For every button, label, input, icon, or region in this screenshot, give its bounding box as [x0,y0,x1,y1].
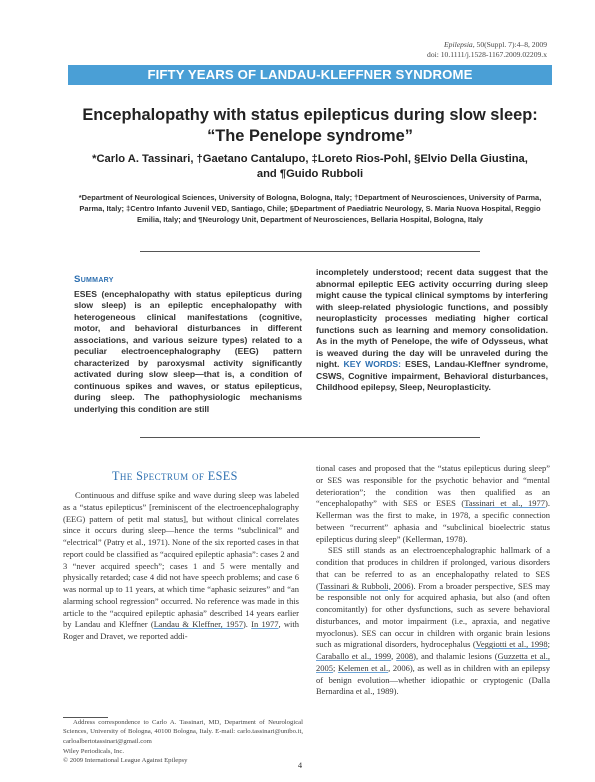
text-run: Continuous and diffuse spike and wave during sleep was labeled as a “status epilepticus” [reminiscent of the electroencephalography (EEG) pattern of petit mal status], but without clinical correlates since it occurs during sleep—hence the terms “subclinical” and “electrical” (Patry et al., 1971). None of the six reported cases in that report could be classified as “acquired epileptic aphasia”: cases 2 and 3 “never acquired speech”; cases 1 and 5 were mentally and physically retarded; case 4 did not have speech problems; and case 6 was normal up to 11 years, at which time “aphasic seizures” and “an alarming school regression” occurred. No reference was made in this article to the “acquired epileptic aphasia” described 14 years earlier by Landau and Kleffner ( [63,490,300,630]
text-run: ; [333,662,338,673]
authors-line-1: *Carlo A. Tassinari, †Gaetano Cantalupo, ‡Loreto Rios-Pohl, §Elvio Della Giustina, [92,153,528,165]
body-column-left [63,490,299,643]
text-run: , [391,651,397,661]
citation-link[interactable]: Veggiotti et al., 1998 [475,639,548,650]
summary-text-left: ESES (encephalopathy with status epilepticus during slow sleep) is an epileptic encephalopathy with heterogeneous clinical manifestations (cognitive, motor, and behavioral disturbances in different associations, and various seizure types) related to a peculiar electroencephalography (EEG) pattern characterized by paroxysmal activity significantly activated during slow sleep—that is, a condition of continuous spikes and waves, or status epilepticus, during sleep. The pathophysiologic mechanisms underlying this condition are still [74,288,302,415]
citation-link[interactable]: In 1977 [251,619,279,630]
citation-link[interactable]: 2008 [396,651,414,661]
citation-link[interactable]: Caraballo et al., 1999 [316,651,392,661]
text-run: tional cases and proposed that the “status epilepticus during sleep” or SES was responsible for the psychotic behavior and “mental deterioration”; the condition was then qualified as an “encephalopathy” with SES or ESES ( [316,463,550,509]
affiliations: *Department of Neurological Sciences, University of Bologna, Bologna, Italy; †Department of Neurosciences, University of Parma, Parma, Italy; ‡Centro Infanto Juvenil VED, Santiago, Chile; §Department of Paediatric Neurology, S. Maria Nuova Hospital, Reggio Emilia, Italy; and ¶Neurology Unit, Department of Neurosciences, Bellaria Hospital, Bologna, Italy [78,193,542,224]
citation-link[interactable]: Tassinari & Rubboli, 2006 [318,580,411,591]
journal-reference: , 50(Suppl. 7):4–8, 2009 [472,40,547,49]
paragraph [63,490,299,643]
author-list [68,152,552,182]
text-run: ). [242,619,252,630]
article-title [68,105,552,147]
text-run: ). Kellerman was the first to make, in 1978, a specific connection between “recurrent” aphasia and “subclinical bioelectric status epilepticus during sleep” (Kellerman, 1978). [316,498,550,544]
publisher-name: Wiley Periodicals, Inc. [63,748,125,755]
text-run: ), and thalamic lesions ( [413,651,498,661]
text-run: ; [547,639,551,650]
keywords: ESES, Landau-Kleffner syndrome, CSWS, Cognitive impairment, Behavioral disturbances, Childhood epilepsy, Sleep, Neuroplasticity. [316,359,548,393]
section-heading: The Spectrum of ESES [112,469,238,483]
summary-left-column [74,274,302,416]
citation-link[interactable]: Landau & Kleffner, 1957 [153,619,243,630]
title-line-1: Encephalopathy with status epilepticus during slow sleep: [82,106,538,124]
text-run: ). From a broader perspective, SES may be responsible not only for acquired aphasia, but also (and often concomitantly) for other dysfunctions, such as severe behavioral disturbances, and motor impairment (i.e., apraxia, and negative myoclonus). SES can occur in children with organic brain lesions such as migrational disorders, hydrocephalus ( [316,580,550,650]
divider-top [140,251,480,252]
citation-link[interactable]: Guzzetta et al., 2005 [316,651,551,673]
doi: doi: 10.1111/j.1528-1167.2009.02209.x [427,49,547,59]
journal-name: Epilepsia [444,40,473,49]
divider-bottom [140,437,480,438]
body-column-right [316,463,550,698]
citation-link[interactable]: Kelemen et al. [337,662,389,673]
paragraph [316,463,550,545]
authors-line-2: and ¶Guido Rubboli [256,168,364,180]
summary-text-right: incompletely understood; recent data suggest that the abnormal epileptic EEG activity occurring during sleep might cause the typical clinical symptoms by interfering with sleep-related physiologic functions, and possibly neuroplasticity processes mediating higher cortical functions such as learning and memory consolidation. As in the myth of Penelope, the wife of Odysseus, what is weaved during the day will be unraveled during the night. [316,267,548,370]
text-run: , with Roger and Dravet, we reported addi- [63,619,299,641]
summary-heading: Summary [74,274,114,285]
copyright: © 2009 International League Against Epilepsy [63,757,188,765]
text-run: , 2006), as well as in children with an epilepsy of benign evolution—whether idiopathic or cryptogenic (Dalla Bernardina et al., 1989). [316,662,550,697]
paragraph [316,545,550,698]
citation-link[interactable]: Tassinari et al., 1977 [464,498,546,509]
journal-citation [287,40,547,59]
series-banner: FIFTY YEARS OF LANDAU-KLEFFNER SYNDROME [68,65,552,85]
publisher-info [63,747,303,766]
correspondence-address: Address correspondence to Carlo A. Tassinari, MD, Department of Neurological Sciences, University of Bologna, 40100 Bologna, Italy. E-mail: carlo.tassinari@unibo.it, carloalbertotassinari@gmail.com [63,719,303,745]
summary-right-column [316,267,548,394]
page-number: 4 [297,760,303,770]
title-line-2: “The Penelope syndrome” [207,127,413,145]
keywords-label: KEY WORDS: [343,359,401,370]
text-run: SES still stands as an electroencephalographic hallmark of a condition that produces in children if prolonged, various disorders that can be referred to as an encephalopathy related to SES ( [316,545,550,591]
